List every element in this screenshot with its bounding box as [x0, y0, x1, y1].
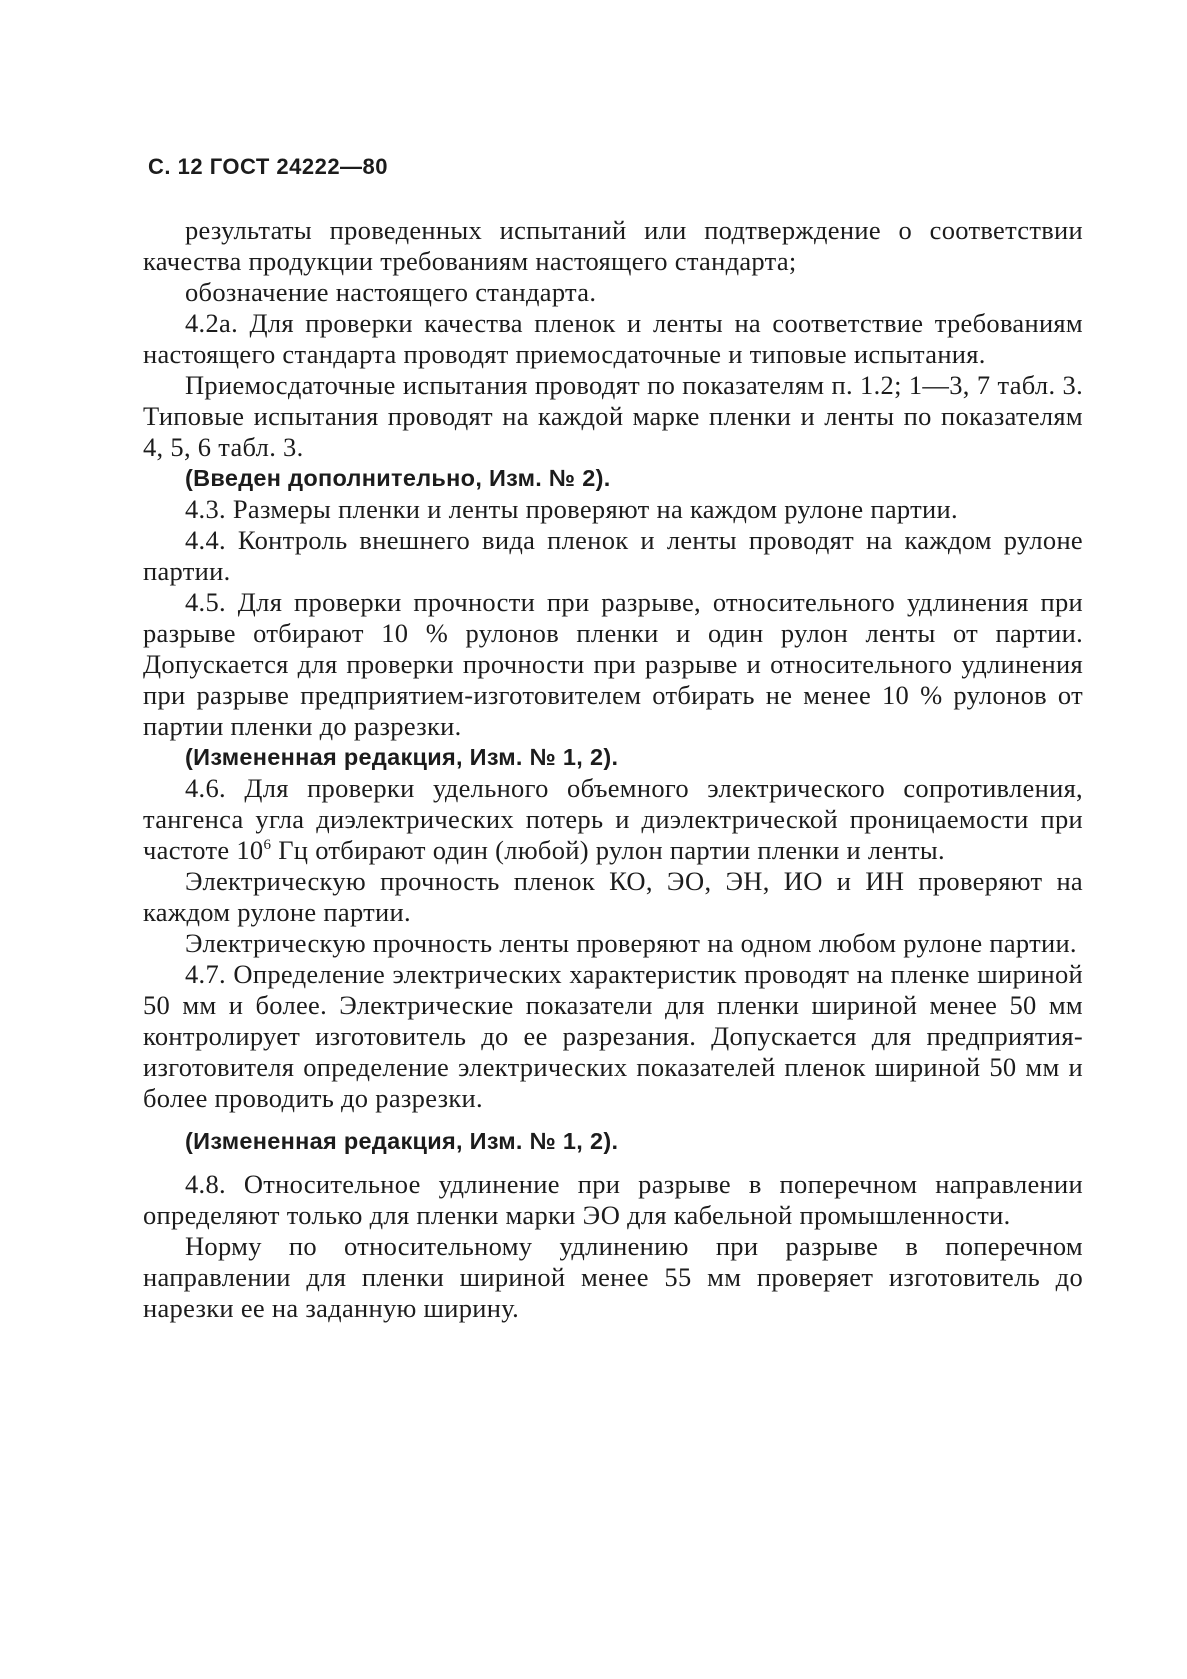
exponent: 6 — [263, 837, 272, 854]
paragraph-4-7: 4.7. Определение электрических характеристик проводят на пленке шириной 50 мм и более. Электрические показатели для пленки шириной менее 50 мм контролирует изготовитель до ее разрезания. Допускается для предприятия-изготовителя определение электрических показателей пленок шириной 50 мм и более проводить до разрезки. — [143, 959, 1083, 1113]
amendment-note: (Измененная редакция, Изм. № 1, 2). — [185, 1128, 619, 1154]
paragraph-film-strength: Электрическую прочность пленок КО, ЭО, ЭН, ИО и ИН проверяют на каждом рулоне партии. — [143, 866, 1083, 927]
paragraph-4-4: 4.4. Контроль внешнего вида пленок и ленты проводят на каждом рулоне партии. — [143, 525, 1083, 586]
document-body — [143, 215, 1083, 1324]
paragraph-4-6-text: 4.6. Для проверки удельного объемного электрического сопротивления, тангенса угла диэлектрических потерь и диэлектрической проницаемости при частоте 10 — [143, 773, 1083, 865]
paragraph-4-2a: 4.2а. Для проверки качества пленок и ленты на соответствие требованиям настоящего стандарта проводят приемосдаточные и типовые испытания. — [143, 308, 1083, 369]
amendment-note: (Введен дополнительно, Изм. № 2). — [185, 465, 611, 491]
paragraph-4-8: 4.8. Относительное удлинение при разрыве в поперечном направлении определяют только для пленки марки ЭО для кабельной промышленности. — [143, 1169, 1083, 1230]
paragraph-acceptance-tests: Приемосдаточные испытания проводят по показателям п. 1.2; 1—3, 7 табл. 3. Типовые испытания проводят на каждой марке пленки и ленты по показателям 4, 5, 6 табл. 3. — [143, 370, 1083, 462]
amendment-note: (Измененная редакция, Изм. № 1, 2). — [185, 744, 619, 770]
paragraph-4-5: 4.5. Для проверки прочности при разрыве, относительного удлинения при разрыве отбирают 10 % рулонов пленки и один рулон ленты от партии. Допускается для проверки прочности при разрыве и относительного удлинения при разрыве предприятием-изготовителем отбирать не менее 10 % рулонов от партии пленки до разрезки. — [143, 587, 1083, 741]
paragraph-designation: обозначение настоящего стандарта. — [185, 277, 597, 307]
paragraph-tape-strength: Электрическую прочность ленты проверяют на одном любом рулоне партии. — [185, 928, 1077, 958]
paragraph-elongation-norm: Норму по относительному удлинению при разрыве в поперечном направлении для пленки шириной менее 55 мм проверяет изготовитель до нарезки ее на заданную ширину. — [143, 1231, 1083, 1323]
paragraph-4-6 — [143, 773, 1083, 866]
page-header: С. 12 ГОСТ 24222—80 — [148, 154, 389, 179]
paragraph-4-6-text-end: Гц отбирают один (любой) рулон партии пленки и ленты. — [271, 835, 945, 865]
paragraph-4-3: 4.3. Размеры пленки и ленты проверяют на каждом рулоне партии. — [185, 494, 958, 524]
paragraph-results: результаты проведенных испытаний или подтверждение о соответствии качества продукции требованиям настоящего стандарта; — [143, 215, 1083, 276]
